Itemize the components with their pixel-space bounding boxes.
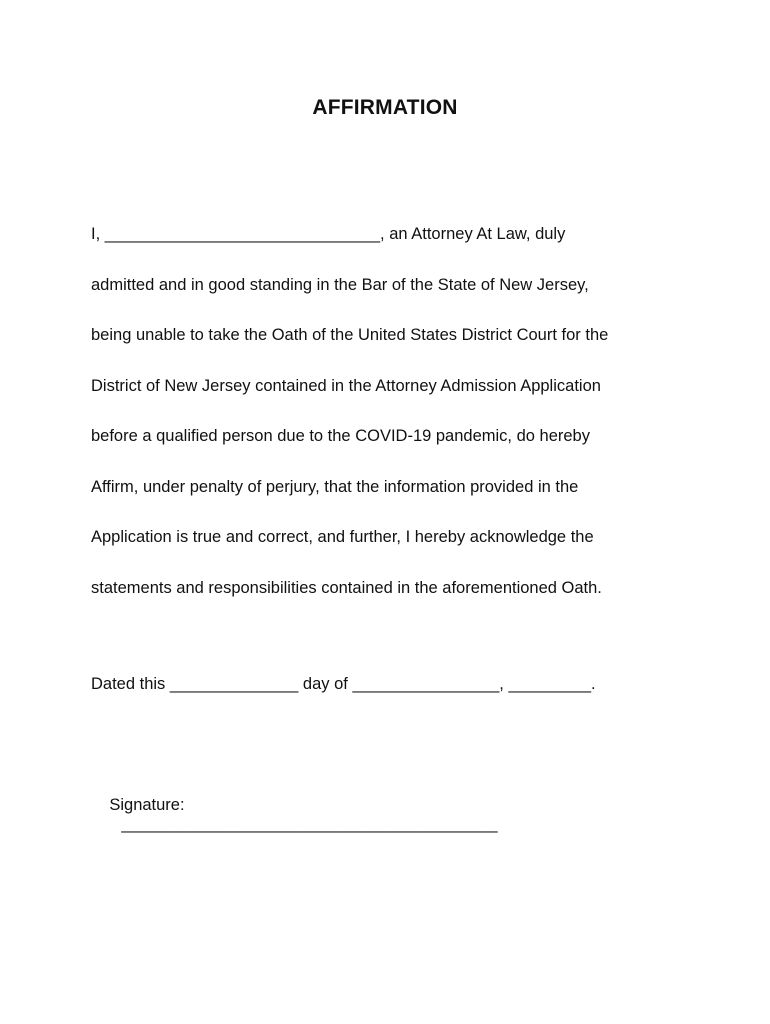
signature-label: Signature: [109,796,185,814]
signature-line: _________________________________________ [121,815,498,833]
paragraph-line-6: Affirm, under penalty of perjury, that the information provided in the [91,477,579,496]
paragraph-line-2: admitted and in good standing in the Bar of the State of New Jersey, [91,275,589,294]
affirmation-paragraph [91,222,691,626]
paragraph-line-1: I, ______________________________, an Attorney At Law, duly [91,225,566,243]
paragraph-line-8: statements and responsibilities contained in the aforementioned Oath. [91,578,602,597]
document-title: AFFIRMATION [312,96,458,119]
paragraph-line-3: being unable to take the Oath of the United States District Court for the [91,326,609,344]
dated-line: Dated this ______________ day of ________________, _________. [91,675,596,693]
signature-row [91,777,498,853]
paragraph-line-4: District of New Jersey contained in the Attorney Admission Application [91,376,601,395]
paragraph-line-5: before a qualified person due to the COVID-19 pandemic, do hereby [91,427,590,445]
paragraph-line-7: Application is true and correct, and further, I hereby acknowledge the [91,528,594,546]
